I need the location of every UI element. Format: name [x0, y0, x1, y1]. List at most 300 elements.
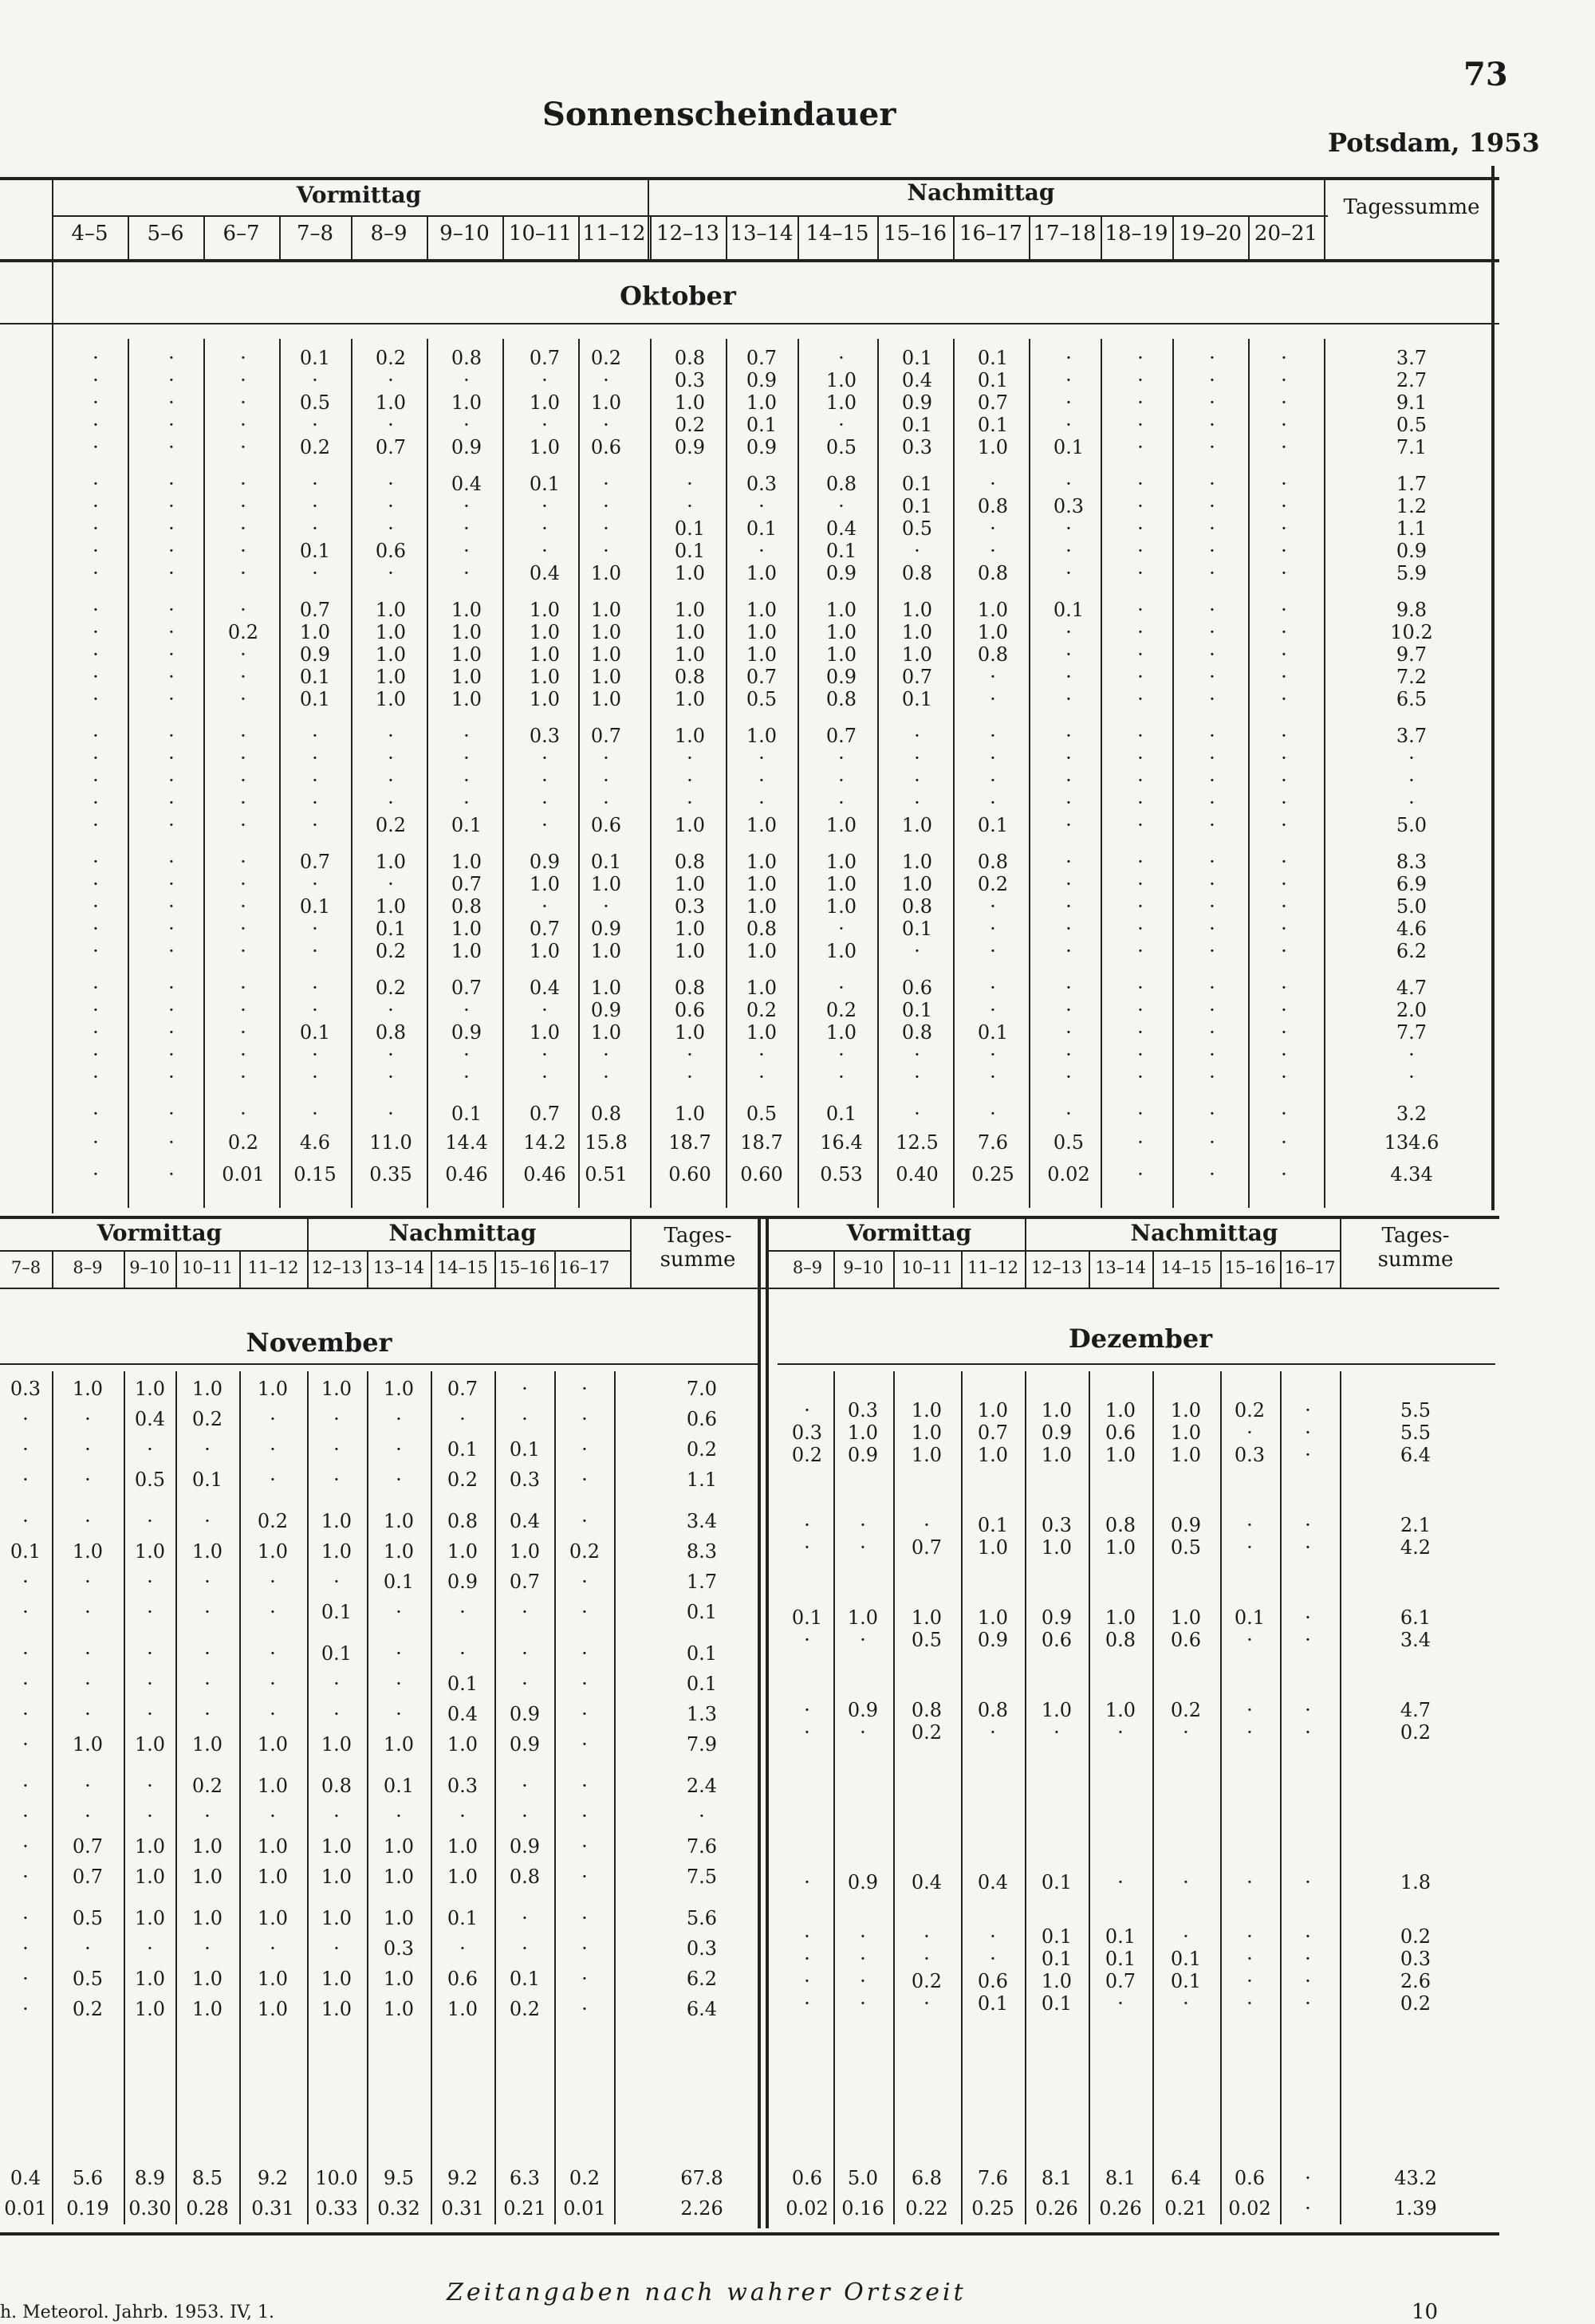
- mean-cell: 0.30: [128, 2197, 171, 2220]
- table-cell: ·: [542, 540, 548, 562]
- table-cell: 0.1: [901, 414, 933, 436]
- table-cell: ·: [838, 414, 845, 436]
- table-cell: 1.0: [746, 814, 778, 836]
- table-cell: ·: [914, 1044, 920, 1066]
- table-cell: 1.0: [375, 599, 407, 621]
- table-cell: 0.1: [977, 1021, 1009, 1044]
- mean-cell: 0.19: [66, 2197, 109, 2220]
- rule-line: [1152, 1250, 1154, 1288]
- table-cell: ·: [990, 1721, 996, 1744]
- table-cell: 1.0: [321, 1733, 352, 1756]
- table-cell: 0.8: [674, 666, 706, 688]
- hour-label: 15–16: [883, 222, 947, 246]
- table-cell: ·: [93, 621, 99, 643]
- table-cell: ·: [388, 769, 394, 792]
- table-cell: ·: [542, 769, 548, 792]
- table-cell: ·: [1209, 599, 1215, 621]
- mean-cell: 0.28: [186, 2197, 229, 2220]
- mean-cell: 0.40: [896, 1163, 939, 1186]
- table-cell: ·: [270, 1571, 276, 1593]
- rule-line: [307, 1250, 309, 1288]
- table-cell: 1.0: [674, 599, 706, 621]
- table-cell: ·: [860, 1514, 866, 1536]
- table-cell: 0.8: [977, 562, 1009, 584]
- hour-label: 10–11: [182, 1258, 233, 1277]
- table-cell: ·: [396, 1673, 402, 1695]
- table-cell: ·: [1281, 436, 1287, 458]
- table-cell: 0.1: [977, 347, 1009, 369]
- hour-label: 6–7: [223, 222, 260, 246]
- table-cell: 0.7: [746, 666, 778, 688]
- table-cell: ·: [147, 1703, 153, 1725]
- table-cell: 1.0: [674, 562, 706, 584]
- table-cell: ·: [1137, 814, 1144, 836]
- table-cell: ·: [1209, 540, 1215, 562]
- table-cell: ·: [1281, 940, 1287, 962]
- table-cell: ·: [168, 1044, 175, 1066]
- table-cell: ·: [1209, 621, 1215, 643]
- rule-line: [279, 215, 281, 259]
- table-cell: ·: [388, 495, 394, 517]
- table-cell: ·: [687, 495, 693, 517]
- table-cell: ·: [1281, 1066, 1287, 1088]
- table-cell: 1.0: [529, 940, 561, 962]
- table-cell: ·: [990, 688, 996, 710]
- table-cell: ·: [168, 517, 175, 540]
- table-cell: ·: [204, 1703, 211, 1725]
- table-cell: 0.8: [674, 347, 706, 369]
- table-cell: ·: [603, 1066, 609, 1088]
- table-cell: 0.6: [977, 1970, 1009, 1992]
- table-cell: 1.0: [1041, 1399, 1073, 1422]
- table-cell: ·: [838, 1066, 845, 1088]
- table-cell: ·: [147, 1510, 153, 1532]
- table-cell: ·: [1065, 814, 1072, 836]
- table-cell: 1.0: [977, 1606, 1009, 1629]
- table-cell: 9.1: [1396, 391, 1428, 414]
- table-cell: ·: [603, 369, 609, 391]
- table-cell: ·: [860, 1992, 866, 2015]
- table-cell: ·: [1137, 1044, 1144, 1066]
- sum-cell: 7.6: [977, 1131, 1009, 1154]
- table-cell: 0.4: [451, 473, 482, 495]
- table-cell: 0.3: [1041, 1514, 1073, 1536]
- rule-line: [614, 1371, 616, 2224]
- table-cell: ·: [1281, 747, 1287, 769]
- table-cell: ·: [1209, 1021, 1215, 1044]
- table-cell: 1.0: [590, 391, 622, 414]
- table-cell: ·: [1209, 369, 1215, 391]
- table-cell: ·: [1137, 517, 1144, 540]
- table-cell: 1.0: [911, 1444, 943, 1466]
- table-cell: ·: [463, 540, 470, 562]
- table-cell: ·: [270, 1469, 276, 1491]
- rule-line: [0, 2232, 1499, 2236]
- table-cell: ·: [240, 814, 246, 836]
- table-cell: ·: [990, 517, 996, 540]
- hour-label: 10–11: [901, 1258, 953, 1277]
- table-cell: ·: [1183, 1871, 1189, 1893]
- table-cell: 1.0: [825, 895, 857, 918]
- table-cell: ·: [1246, 1422, 1253, 1444]
- table-cell: 0.9: [746, 436, 778, 458]
- table-cell: ·: [1281, 562, 1287, 584]
- table-cell: ·: [1246, 1970, 1253, 1992]
- table-cell: ·: [990, 1103, 996, 1125]
- table-cell: 0.7: [375, 436, 407, 458]
- table-cell: 0.3: [686, 1937, 718, 1960]
- table-cell: ·: [1137, 1021, 1144, 1044]
- table-cell: 0.9: [447, 1571, 478, 1593]
- footer-page: 10: [1412, 2300, 1439, 2324]
- table-cell: 1.0: [1170, 1606, 1202, 1629]
- table-cell: 1.0: [451, 918, 482, 940]
- table-cell: ·: [168, 436, 175, 458]
- table-cell: 0.4: [911, 1871, 943, 1893]
- table-cell: 1.0: [375, 391, 407, 414]
- rule-line: [961, 1250, 963, 1288]
- sum-cell: 9.2: [257, 2167, 289, 2189]
- table-cell: 0.8: [590, 1103, 622, 1125]
- table-cell: ·: [1065, 621, 1072, 643]
- table-cell: 0.2: [72, 1998, 104, 2020]
- table-cell: 1.0: [375, 688, 407, 710]
- rule-line: [431, 1371, 432, 2224]
- table-cell: ·: [85, 1438, 91, 1461]
- table-cell: ·: [1209, 747, 1215, 769]
- table-cell: ·: [93, 873, 99, 895]
- table-cell: ·: [1281, 391, 1287, 414]
- table-cell: ·: [1209, 562, 1215, 584]
- table-cell: ·: [1065, 391, 1072, 414]
- table-cell: ·: [168, 918, 175, 940]
- table-cell: 0.3: [447, 1775, 478, 1797]
- sum-cell: 8.9: [134, 2167, 166, 2189]
- table-cell: ·: [388, 747, 394, 769]
- table-cell: 0.2: [977, 873, 1009, 895]
- table-cell: 1.0: [375, 621, 407, 643]
- mean-cell: ·: [168, 1163, 175, 1186]
- table-cell: ·: [93, 792, 99, 814]
- table-cell: 1.0: [529, 1021, 561, 1044]
- table-cell: 1.0: [590, 873, 622, 895]
- table-cell: ·: [1281, 814, 1287, 836]
- table-cell: ·: [603, 495, 609, 517]
- table-cell: ·: [1065, 540, 1072, 562]
- table-cell: ·: [312, 747, 318, 769]
- table-cell: ·: [1209, 769, 1215, 792]
- table-cell: ·: [459, 1805, 466, 1827]
- table-cell: ·: [333, 1703, 340, 1725]
- table-cell: ·: [85, 1571, 91, 1593]
- table-cell: ·: [93, 851, 99, 873]
- table-cell: 0.1: [901, 473, 933, 495]
- table-cell: ·: [85, 1469, 91, 1491]
- table-cell: 0.4: [977, 1871, 1009, 1893]
- table-cell: 1.0: [321, 1510, 352, 1532]
- table-cell: 0.6: [375, 540, 407, 562]
- table-cell: 1.0: [746, 643, 778, 666]
- table-cell: 1.0: [825, 391, 857, 414]
- rule-line: [1089, 1250, 1090, 1288]
- table-cell: 1.0: [134, 1540, 166, 1563]
- table-cell: ·: [204, 1571, 211, 1593]
- rule-line: [1248, 215, 1250, 259]
- rule-line: [52, 177, 53, 1213]
- table-cell: 1.7: [1396, 473, 1428, 495]
- rule-line: [367, 1250, 368, 1288]
- table-cell: 0.7: [447, 1378, 478, 1400]
- table-cell: 0.9: [847, 1699, 879, 1721]
- table-cell: 1.0: [529, 391, 561, 414]
- table-cell: ·: [1209, 851, 1215, 873]
- rule-line: [502, 339, 504, 1208]
- hour-label: 10–11: [508, 222, 573, 246]
- table-cell: ·: [1246, 1925, 1253, 1948]
- table-cell: 1.0: [911, 1422, 943, 1444]
- table-cell: ·: [914, 747, 920, 769]
- rule-line: [953, 339, 955, 1208]
- table-cell: 1.0: [191, 1733, 223, 1756]
- sum-cell: ·: [1137, 1131, 1144, 1154]
- table-cell: ·: [1281, 999, 1287, 1021]
- table-cell: 0.3: [791, 1422, 823, 1444]
- table-cell: ·: [168, 851, 175, 873]
- table-cell: ·: [312, 1066, 318, 1088]
- rule-line: [239, 1250, 241, 1288]
- table-cell: ·: [1209, 347, 1215, 369]
- table-cell: ·: [270, 1601, 276, 1623]
- table-cell: 5.6: [686, 1907, 718, 1929]
- table-cell: 1.0: [257, 1540, 289, 1563]
- table-cell: ·: [1065, 347, 1072, 369]
- table-cell: 7.5: [686, 1866, 718, 1888]
- table-cell: 5.0: [1396, 895, 1428, 918]
- table-cell: 0.1: [901, 918, 933, 940]
- table-cell: ·: [1281, 1044, 1287, 1066]
- table-cell: 1.0: [825, 873, 857, 895]
- table-cell: ·: [22, 1703, 29, 1725]
- table-cell: ·: [914, 1103, 920, 1125]
- table-cell: 0.1: [686, 1601, 718, 1623]
- table-cell: ·: [270, 1673, 276, 1695]
- table-cell: 0.5: [72, 1907, 104, 1929]
- table-cell: 1.0: [1041, 1536, 1073, 1559]
- rule-line: [494, 1371, 496, 2224]
- table-cell: ·: [522, 1378, 528, 1400]
- table-cell: 0.3: [746, 473, 778, 495]
- sum-cell: ·: [1281, 1131, 1287, 1154]
- table-cell: ·: [312, 1103, 318, 1125]
- table-cell: ·: [542, 999, 548, 1021]
- table-cell: ·: [388, 562, 394, 584]
- table-cell: 0.1: [977, 414, 1009, 436]
- table-cell: 7.7: [1396, 1021, 1428, 1044]
- header-tagessumme-dez: Tages- summe: [1377, 1224, 1454, 1272]
- table-cell: 1.0: [590, 1021, 622, 1044]
- table-cell: ·: [240, 999, 246, 1021]
- table-cell: ·: [168, 347, 175, 369]
- hour-label: 16–17: [1284, 1258, 1336, 1277]
- table-cell: 0.5: [901, 517, 933, 540]
- table-cell: ·: [522, 1775, 528, 1797]
- table-cell: 0.1: [977, 1514, 1009, 1536]
- table-cell: 7.0: [686, 1378, 718, 1400]
- table-cell: 4.2: [1400, 1536, 1432, 1559]
- table-cell: ·: [333, 1438, 340, 1461]
- table-cell: 1.0: [299, 621, 331, 643]
- table-cell: ·: [581, 1968, 588, 1990]
- table-cell: ·: [1137, 792, 1144, 814]
- table-cell: 1.0: [746, 851, 778, 873]
- table-cell: 0.6: [447, 1968, 478, 1990]
- table-cell: ·: [1209, 873, 1215, 895]
- table-cell: ·: [1137, 725, 1144, 747]
- table-cell: 0.2: [375, 977, 407, 999]
- table-cell: 0.4: [134, 1408, 166, 1430]
- table-cell: ·: [838, 977, 845, 999]
- table-cell: ·: [1137, 977, 1144, 999]
- sum-cell: 9.5: [383, 2167, 415, 2189]
- table-cell: ·: [1137, 599, 1144, 621]
- table-cell: 0.1: [1105, 1948, 1136, 1970]
- table-cell: ·: [240, 940, 246, 962]
- page-number: 73: [1463, 56, 1508, 93]
- mean-cell: ·: [93, 1163, 99, 1186]
- table-cell: ·: [388, 517, 394, 540]
- table-cell: ·: [860, 1970, 866, 1992]
- table-cell: 1.0: [134, 1998, 166, 2020]
- rule-line: [1340, 1216, 1341, 1288]
- table-cell: 0.4: [509, 1510, 541, 1532]
- mean-cell: 0.02: [786, 2197, 829, 2220]
- table-cell: 0.7: [529, 1103, 561, 1125]
- sum-cell: ·: [93, 1131, 99, 1154]
- table-cell: 0.1: [977, 1992, 1009, 2015]
- table-cell: ·: [1065, 1044, 1072, 1066]
- table-cell: ·: [93, 599, 99, 621]
- table-cell: 1.0: [977, 1536, 1009, 1559]
- table-cell: ·: [459, 1937, 466, 1960]
- header-tagessumme-nov: Tages- summe: [660, 1224, 736, 1272]
- table-cell: 1.0: [134, 1733, 166, 1756]
- hour-label: 13–14: [730, 222, 794, 246]
- table-cell: ·: [804, 1970, 810, 1992]
- table-cell: 1.0: [134, 1866, 166, 1888]
- table-cell: ·: [924, 1948, 930, 1970]
- table-cell: ·: [1065, 895, 1072, 918]
- table-cell: ·: [1065, 977, 1072, 999]
- table-cell: 7.9: [686, 1733, 718, 1756]
- table-cell: ·: [168, 940, 175, 962]
- table-cell: ·: [388, 999, 394, 1021]
- table-cell: ·: [1065, 792, 1072, 814]
- table-cell: ·: [1209, 414, 1215, 436]
- sum-cell: 67.8: [680, 2167, 723, 2189]
- table-cell: 0.2: [375, 347, 407, 369]
- table-cell: ·: [1065, 851, 1072, 873]
- table-cell: 0.7: [299, 599, 331, 621]
- table-cell: ·: [463, 495, 470, 517]
- table-cell: 0.8: [674, 977, 706, 999]
- table-cell: ·: [240, 725, 246, 747]
- table-cell: ·: [459, 1642, 466, 1665]
- table-cell: 4.6: [1396, 918, 1428, 940]
- table-cell: ·: [914, 792, 920, 814]
- table-cell: 1.0: [674, 643, 706, 666]
- mean-cell: ·: [1281, 1163, 1287, 1186]
- table-cell: 0.1: [977, 814, 1009, 836]
- table-cell: ·: [860, 1925, 866, 1948]
- table-cell: ·: [924, 1925, 930, 1948]
- sum-cell: 14.4: [445, 1131, 488, 1154]
- table-cell: 6.9: [1396, 873, 1428, 895]
- table-cell: 0.1: [977, 369, 1009, 391]
- table-cell: ·: [240, 666, 246, 688]
- table-cell: 0.1: [1041, 1925, 1073, 1948]
- header-tagessumme: Tagessumme: [1343, 195, 1480, 219]
- table-cell: ·: [804, 1536, 810, 1559]
- sum-cell: 43.2: [1394, 2167, 1437, 2189]
- table-cell: 0.3: [674, 895, 706, 918]
- table-cell: 1.0: [191, 1540, 223, 1563]
- table-cell: 1.0: [590, 643, 622, 666]
- table-cell: 1.0: [825, 940, 857, 962]
- table-cell: ·: [758, 747, 765, 769]
- table-cell: 0.1: [590, 851, 622, 873]
- hour-label: 17–18: [1033, 222, 1097, 246]
- table-cell: ·: [240, 495, 246, 517]
- table-cell: 1.0: [191, 1835, 223, 1858]
- table-cell: 1.0: [447, 1998, 478, 2020]
- table-cell: ·: [1305, 1721, 1311, 1744]
- table-cell: ·: [687, 1044, 693, 1066]
- table-cell: 1.0: [977, 621, 1009, 643]
- table-cell: 2.1: [1400, 1514, 1432, 1536]
- sum-cell: 18.7: [740, 1131, 783, 1154]
- table-cell: 1.3: [686, 1703, 718, 1725]
- table-cell: ·: [168, 977, 175, 999]
- table-cell: ·: [860, 1629, 866, 1651]
- table-cell: 0.1: [901, 495, 933, 517]
- table-cell: 0.2: [375, 940, 407, 962]
- table-cell: 0.9: [901, 391, 933, 414]
- table-cell: ·: [168, 1066, 175, 1088]
- table-cell: 1.0: [191, 1866, 223, 1888]
- table-cell: 0.8: [901, 562, 933, 584]
- table-cell: ·: [1305, 1629, 1311, 1651]
- table-cell: ·: [240, 688, 246, 710]
- table-cell: ·: [838, 1044, 845, 1066]
- table-cell: ·: [204, 1510, 211, 1532]
- table-cell: ·: [312, 1044, 318, 1066]
- table-cell: 1.0: [674, 940, 706, 962]
- table-cell: ·: [312, 725, 318, 747]
- table-cell: ·: [240, 851, 246, 873]
- table-cell: ·: [240, 369, 246, 391]
- table-cell: ·: [542, 369, 548, 391]
- table-cell: 0.1: [321, 1601, 352, 1623]
- table-cell: 0.5: [825, 436, 857, 458]
- rule-line: [893, 1250, 895, 1288]
- table-cell: ·: [93, 473, 99, 495]
- table-cell: ·: [168, 725, 175, 747]
- table-cell: 0.9: [847, 1871, 879, 1893]
- table-cell: ·: [22, 1469, 29, 1491]
- hour-label: 16–17: [558, 1258, 610, 1277]
- table-cell: ·: [147, 1937, 153, 1960]
- header-nachmittag-nov: Nachmittag: [388, 1220, 537, 1246]
